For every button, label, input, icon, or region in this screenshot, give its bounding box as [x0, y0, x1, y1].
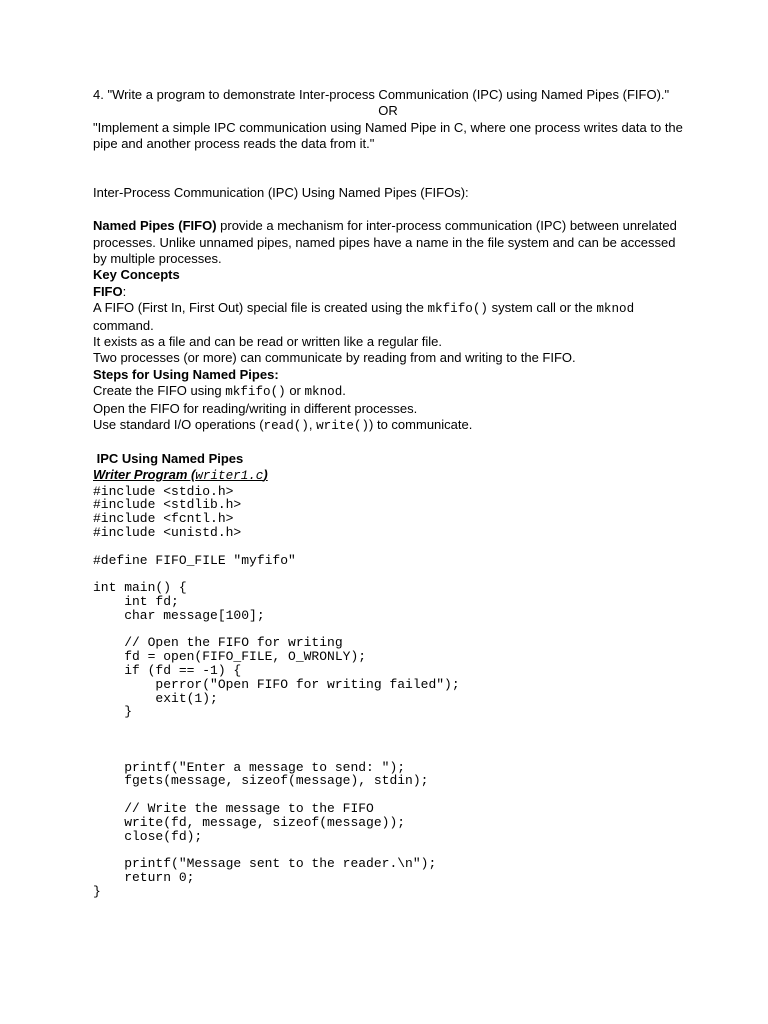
intro-text: provide a mechanism for inter-process communication (IPC) between unrelated processes. Unlike unnamed pipes, named pipes have a name in the file system and can be accessed by multiple processes.	[93, 218, 677, 267]
question-line-2: "Implement a simple IPC communication using Named Pipe in C, where one process writes data to the pipe and another process reads the data from it."	[93, 119, 683, 152]
question-or: OR	[378, 103, 398, 119]
writer-heading-text: Writer Program (	[93, 467, 196, 483]
steps-heading: Steps for Using Named Pipes:	[93, 366, 279, 382]
step-1-code-2: mknod	[304, 385, 343, 400]
step-3-code-1: read()	[263, 419, 309, 434]
fifo-line-1-text-b: system call or the	[487, 300, 597, 316]
spacer	[93, 169, 683, 185]
section-title: Inter-Process Communication (IPC) Using Named Pipes (FIFOs):	[93, 185, 469, 201]
fifo-label: FIFO	[93, 283, 123, 299]
ipc-heading: IPC Using Named Pipes	[93, 450, 244, 466]
step-2: Open the FIFO for reading/writing in different processes.	[93, 400, 418, 416]
spacer	[93, 202, 683, 218]
spacer	[93, 153, 683, 169]
fifo-label-line	[93, 284, 683, 300]
step-3	[93, 417, 683, 434]
fifo-line-1	[93, 300, 683, 334]
step-3-text-a: Use standard I/O operations (	[93, 417, 264, 433]
step-1-code-1: mkfifo()	[225, 385, 286, 400]
fifo-line-2: It exists as a file and can be read or written like a regular file.	[93, 334, 443, 350]
step-1	[93, 383, 683, 400]
writer-heading-close: )	[263, 467, 268, 483]
key-concepts-heading: Key Concepts	[93, 267, 180, 283]
intro-bold-term: Named Pipes (FIFO)	[93, 218, 217, 234]
mkfifo-code: mkfifo()	[427, 302, 488, 317]
step-1-text-b: or	[285, 383, 305, 399]
question-line-1: 4. "Write a program to demonstrate Inter-process Communication (IPC) using Named Pipes (FIFO)."	[93, 87, 670, 102]
writer-code-block: #include <stdio.h> #include <stdlib.h> #include <fcntl.h> #include <unistd.h> #define FIFO_FILE "myfifo" int main() { int fd; char message[100]; // Open the FIFO for writing fd = open(FIFO_FILE, O_WRONLY); if (fd == -1) { perror("Open FIFO for writing failed"); exit(1); } printf("Enter a message to send: "); fgets(message, sizeof(message), stdin); // Write the message to the FIFO write(fd, message, sizeof(message)); close(fd); printf("Message sent to the reader.\n"); return 0; }	[93, 483, 460, 899]
writer-program-heading	[93, 467, 683, 484]
document-page	[93, 87, 683, 899]
step-3-text-b: ,	[308, 417, 317, 433]
step-3-code-2: write()	[316, 419, 370, 434]
writer-filename: writer1.c	[195, 469, 264, 484]
spacer	[93, 434, 683, 450]
fifo-line-1-text-a: A FIFO (First In, First Out) special file is created using the	[93, 300, 428, 316]
step-1-text-c: .	[342, 383, 346, 399]
intro-paragraph	[93, 218, 683, 267]
fifo-colon: :	[122, 283, 127, 299]
fifo-line-3: Two processes (or more) can communicate by reading from and writing to the FIFO.	[93, 350, 576, 366]
step-3-text-c: ) to communicate.	[369, 417, 473, 433]
fifo-line-1-text-c: command.	[93, 317, 154, 333]
mknod-code: mknod	[596, 302, 635, 317]
step-1-text-a: Create the FIFO using	[93, 383, 226, 399]
